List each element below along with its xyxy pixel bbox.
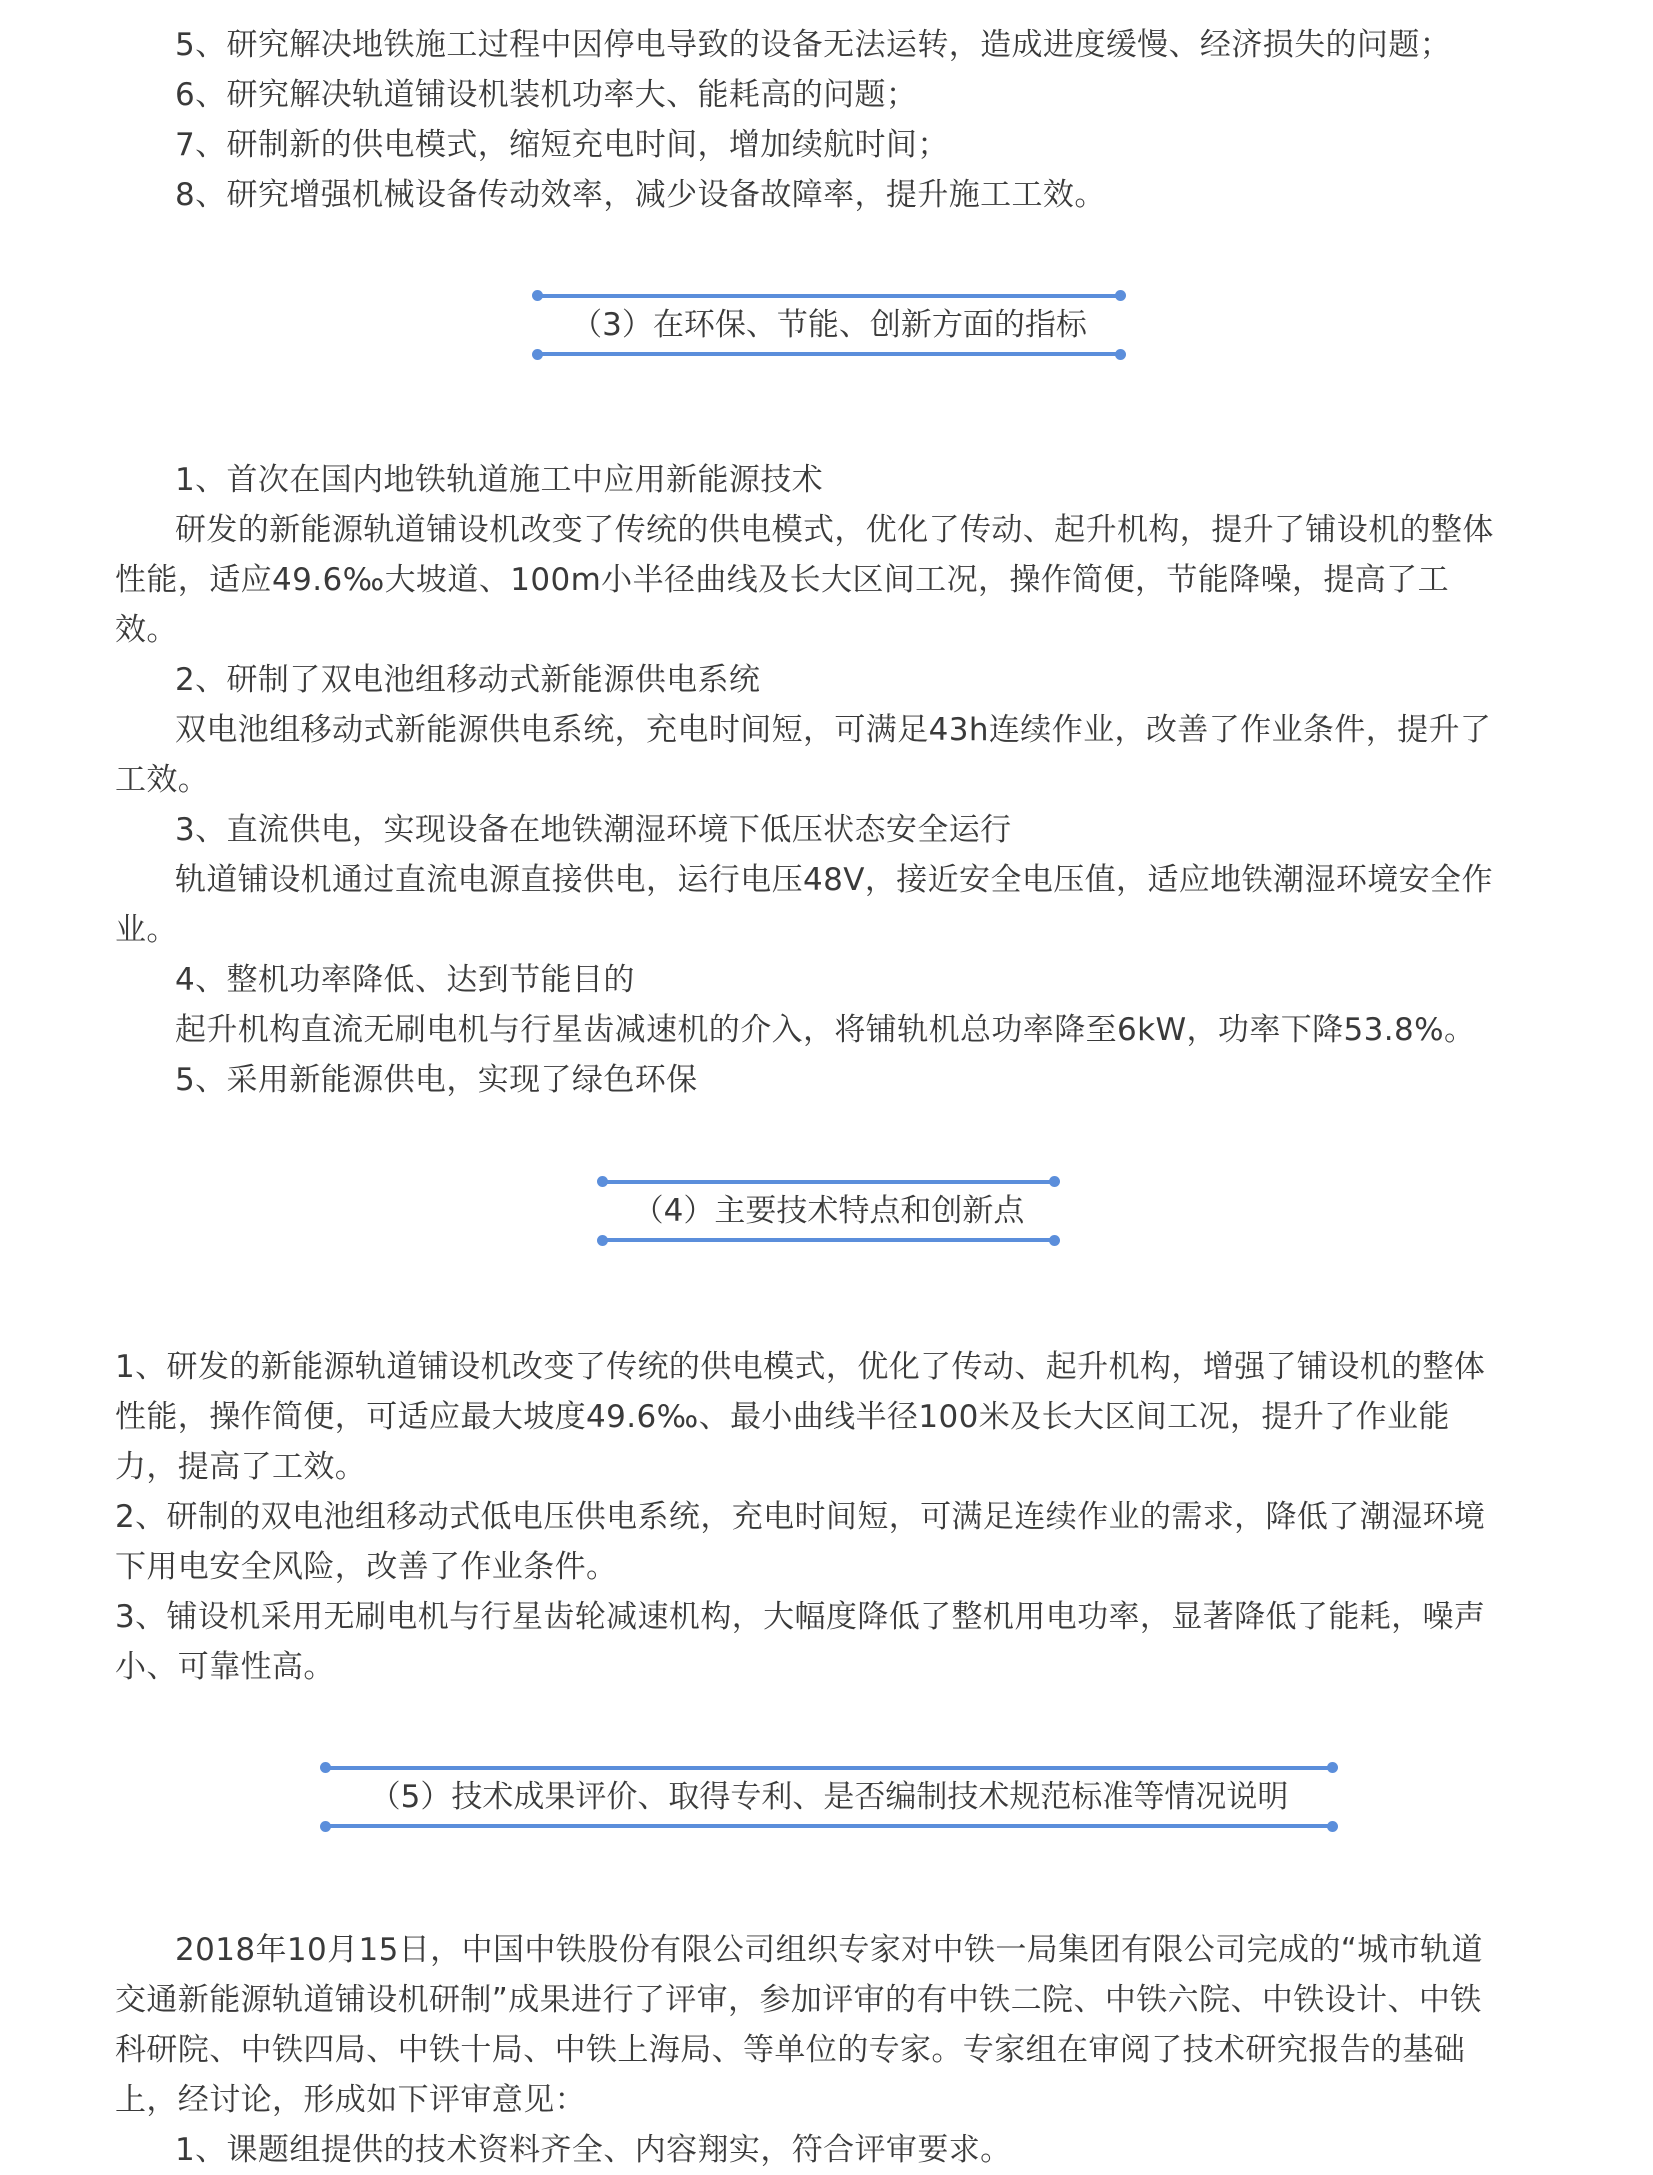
paragraph-line: 下用电安全风险，改善了作业条件。 [115,1549,618,1585]
paragraph-line: 工效。 [115,762,210,798]
heading-rule [540,294,1118,298]
paragraph-heading: 3、直流供电，实现设备在地铁潮湿环境下低压状态安全运行 [175,812,1012,848]
paragraph-line: 交通新能源轨道铺设机研制”成果进行了评审，参加评审的有中铁二院、中铁六院、中铁设计、中铁 [115,1982,1482,2018]
section-heading-3 [540,294,1118,356]
heading-dot [1115,349,1126,360]
list-item: 8、研究增强机械设备传动效率，减少设备故障率，提升施工工效。 [175,177,1106,213]
paragraph-heading: 2、研制了双电池组移动式新能源供电系统 [175,662,761,698]
paragraph-line: 3、铺设机采用无刷电机与行星齿轮减速机构，大幅度降低了整机用电功率，显著降低了能耗，噪声 [115,1599,1486,1635]
list-item: 5、研究解决地铁施工过程中因停电导致的设备无法运转，造成进度缓慢、经济损失的问题； [175,27,1452,63]
section-heading-5 [328,1766,1330,1828]
heading-rule [328,1824,1330,1828]
paragraph-line: 1、研发的新能源轨道铺设机改变了传统的供电模式，优化了传动、起升机构，增强了铺设机的整体 [115,1349,1486,1385]
paragraph-line: 力，提高了工效。 [115,1449,367,1485]
list-item: 7、研制新的供电模式，缩短充电时间，增加续航时间； [175,127,949,163]
paragraph-line: 效。 [115,612,178,648]
paragraph-line: 小、可靠性高。 [115,1649,335,1685]
heading-rule [540,352,1118,356]
paragraph-line: 1、课题组提供的技术资料齐全、内容翔实，符合评审要求。 [175,2132,1012,2168]
section-heading-4 [605,1180,1052,1242]
paragraph-line: 研发的新能源轨道铺设机改变了传统的供电模式，优化了传动、起升机构，提升了铺设机的整体 [175,512,1494,548]
paragraph-line: 性能，操作简便，可适应最大坡度49.6‰、最小曲线半径100米及长大区间工况，提升了作业能 [115,1399,1450,1435]
paragraph-heading: 4、整机功率降低、达到节能目的 [175,962,635,998]
section-heading-text: （5）技术成果评价、取得专利、是否编制技术规范标准等情况说明 [369,1779,1289,1815]
paragraph-heading: 1、首次在国内地铁轨道施工中应用新能源技术 [175,462,824,498]
paragraph-line: 科研院、中铁四局、中铁十局、中铁上海局、等单位的专家。专家组在审阅了技术研究报告的基础 [115,2032,1466,2068]
paragraph-line: 2、研制的双电池组移动式低电压供电系统，充电时间短，可满足连续作业的需求，降低了潮湿环境 [115,1499,1486,1535]
section-heading-text: （3）在环保、节能、创新方面的指标 [571,307,1087,343]
heading-rule [605,1238,1052,1242]
paragraph-line: 起升机构直流无刷电机与行星齿减速机的介入，将铺轨机总功率降至6kW，功率下降53.8%。 [175,1012,1476,1048]
heading-dot [532,349,543,360]
heading-rule [605,1180,1052,1184]
list-item: 6、研究解决轨道铺设机装机功率大、能耗高的问题； [175,77,918,113]
heading-dot [1049,1235,1060,1246]
heading-dot [320,1821,331,1832]
paragraph-line: 轨道铺设机通过直流电源直接供电，运行电压48V，接近安全电压值，适应地铁潮湿环境安全作 [175,862,1493,898]
paragraph-line: 上，经讨论，形成如下评审意见： [115,2082,586,2118]
paragraph-heading: 5、采用新能源供电，实现了绿色环保 [175,1062,698,1098]
heading-dot [1327,1821,1338,1832]
heading-rule [328,1766,1330,1770]
heading-dot [597,1235,608,1246]
paragraph-line: 业。 [115,912,178,948]
paragraph-line: 双电池组移动式新能源供电系统，充电时间短，可满足43h连续作业，改善了作业条件，提升了 [175,712,1492,748]
section-heading-text: （4）主要技术特点和创新点 [632,1193,1025,1229]
paragraph-line: 性能，适应49.6‰大坡道、100m小半径曲线及长大区间工况，操作简便，节能降噪，提高了工 [115,562,1449,598]
paragraph-line: 2018年10月15日，中国中铁股份有限公司组织专家对中铁一局集团有限公司完成的“城市轨道 [175,1932,1483,1968]
